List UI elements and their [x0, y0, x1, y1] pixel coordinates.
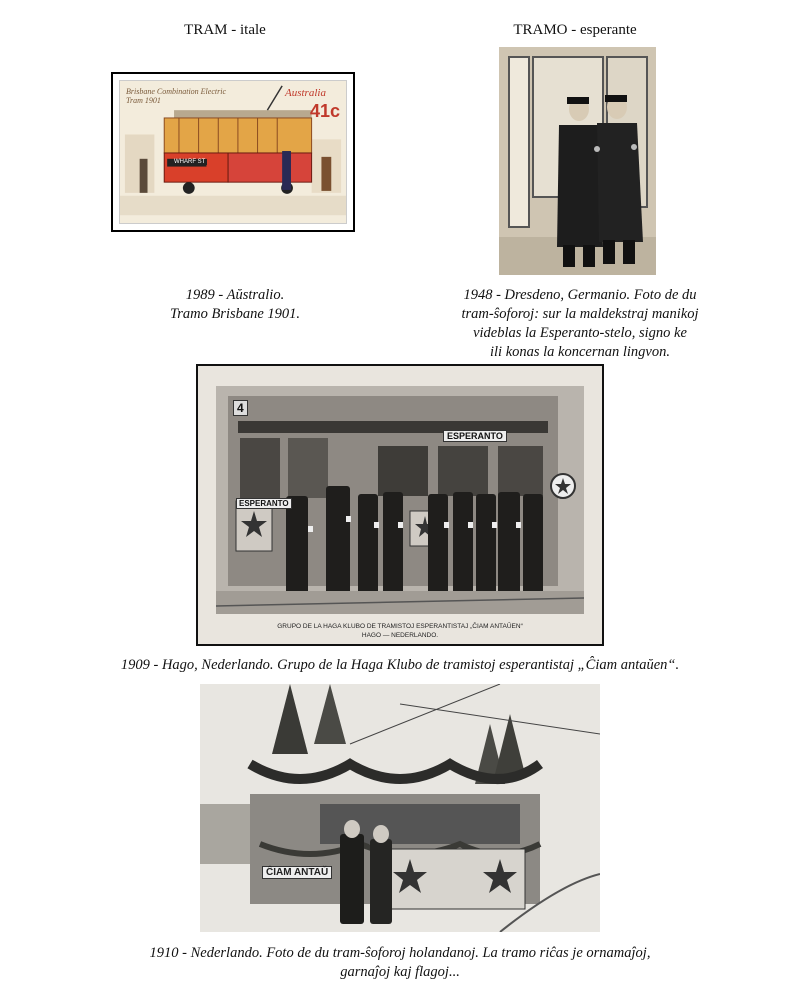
australia-stamp — [111, 72, 355, 232]
decorated-tram-banner: ĈIAM ANTAŬ — [262, 866, 332, 879]
hague-club-photo — [196, 364, 604, 646]
stamp-country: Australia — [285, 87, 326, 99]
hague-photo-caption: GRUPO DE LA HAGA KLUBO DE TRAMISTOJ ESPERANTISTAJ „ĈIAM ANTAŬEN“ HAGO — NEDERLANDO. — [277, 623, 523, 639]
hague-sign-top: ESPERANTO — [443, 430, 507, 442]
decorated-tram-photo — [200, 684, 600, 932]
stamp-value: 41c — [310, 101, 341, 121]
hague-tram-number: 4 — [233, 400, 248, 416]
caption-dresden: 1948 - Dresdeno, Germanio. Foto de du tram-ŝoforoj: sur la maldekstraj manikoj videblas la Esperanto-stelo, signo ke ili konas la koncernan lingvon. — [461, 287, 699, 360]
dresden-drivers-photo — [499, 47, 656, 275]
caption-stamp: 1989 - Aŭstralio. Tramo Brisbane 1901. — [169, 287, 301, 322]
stamp-title: Brisbane Combination Electric Tram 1901 — [126, 87, 226, 105]
heading-italian: TRAM - itale — [184, 22, 266, 38]
caption-hague: 1909 - Hago, Nederlando. Grupo de la Haga Klubo de tramistoj esperantistaj „Ĉiam antaŭen“. — [120, 657, 680, 673]
heading-esperanto: TRAMO - esperante — [513, 22, 637, 38]
caption-dutch: 1910 - Nederlando. Foto de du tram-ŝoforoj holandanoj. La tramo riĉas je ornamaĵoj, garnaĵoj kaj flagoj... — [149, 945, 651, 980]
stamp-destination-sign: WHARF ST — [174, 159, 206, 165]
hague-sign-side: ESPERANTO — [236, 498, 292, 509]
